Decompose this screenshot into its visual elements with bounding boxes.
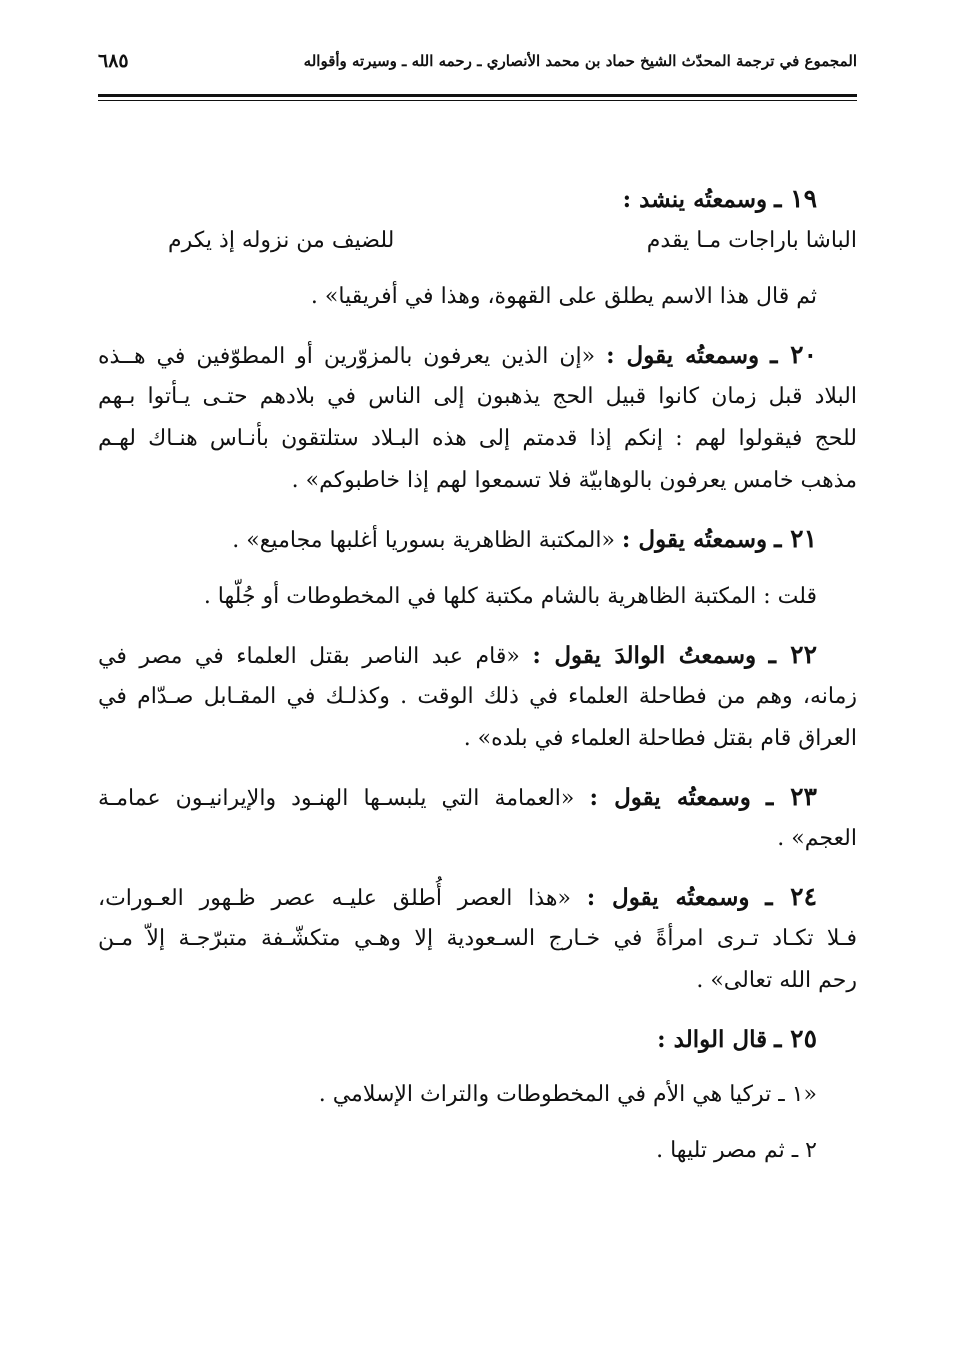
item-25-heading <box>98 1018 857 1060</box>
item-23 <box>98 776 857 860</box>
item-text-line: مذهب خامس يعرفون بالوهابيّة فلا تسمعوا لهم إذا خاطبوكم» . <box>291 468 857 493</box>
item-lead: وسمعتُه يقول : <box>589 784 751 811</box>
running-header <box>98 44 857 78</box>
item-19-heading <box>98 178 857 220</box>
header-title: المجموع في ترجمة المحدّث الشيخ حماد بن محمد الأنصاري ـ رحمه الله ـ وسيرته وأقواله <box>303 52 857 70</box>
item-19 <box>98 178 857 318</box>
item-number: ٢٠ ـ <box>770 340 817 369</box>
item-text: «المكتبة الظاهرية بسوريا أغلبها مجاميع» . <box>232 528 615 553</box>
item-text-line: البلاد قبل زمان كانوا قبيل الحج يذهبون إلى الناس في بلادهم حتـى يـأتوا بـهم <box>98 384 857 409</box>
item-text-line: للحج فيقولوا لهم : إنكم إذا قدمتم إلى هذه البـلاد ستلتقون بأنـاس هنـاك لهـم <box>98 426 857 451</box>
item-lead: وسمعتُه يقول : <box>621 526 768 553</box>
item-text: «هذا العصر أُطلق عليـه عصر ظـهور العـورات، <box>98 886 571 911</box>
item-number: ٢٤ ـ <box>765 882 817 911</box>
page-body <box>98 178 857 1188</box>
item-text: «إن الذين يعرفون بالمزوّرين أو المطوّفين في هــذه <box>98 344 596 369</box>
item-24-line-1 <box>98 876 857 918</box>
item-text-line: زمانه، وهم من فطاحلة العلماء في ذلك الوقت . وكذلـك في المقـابل صـدّام في <box>98 684 857 709</box>
item-22 <box>98 634 857 760</box>
item-number: ٢١ ـ <box>774 524 817 553</box>
item-text: «العمامة التي يلبسـها الهنـود والإيرانيـون عمامـة <box>98 786 575 811</box>
item-number: ١٩ ـ <box>774 184 817 213</box>
item-21-line-1 <box>98 518 857 560</box>
item-24 <box>98 876 857 1002</box>
item-lead: وسمعتُه يقول : <box>586 884 750 911</box>
header-rule-thin <box>98 100 857 101</box>
item-text: «قام عبد الناصر بقتل العلماء في مصر في <box>98 644 520 669</box>
sub-item-1: «١ ـ تركيا هي الأم في المخطوطات والتراث الإسلامي . <box>318 1082 817 1107</box>
item-text-line: رحم الله تعالى» . <box>696 968 857 993</box>
item-23-line-1 <box>98 776 857 818</box>
item-lead: وسمعتُ الوالدَ يقول : <box>532 642 757 669</box>
item-number: ٢٥ ـ <box>774 1024 817 1053</box>
item-text-line: فـلا تكـاد تـرى امرأةً في خـارج السـعودية إلا وهـي متكشّـفة متبرّجـة إلاّ مـن <box>98 926 857 951</box>
item-21 <box>98 518 857 560</box>
item-lead: قال الوالد : <box>657 1026 768 1053</box>
item-22-line-1 <box>98 634 857 676</box>
note-text: قلت : المكتبة الظاهرية بالشام مكتبة كلها في المخطوطات أو جُلّها . <box>203 584 817 609</box>
item-lead: وسمعتُه ينشد : <box>622 186 768 213</box>
author-note <box>98 576 857 618</box>
item-text: ثم قال هذا الاسم يطلق على القهوة، وهذا في أفريقيا» . <box>310 284 817 309</box>
item-lead: وسمعتُه يقول : <box>606 342 760 369</box>
poem-verse <box>98 220 857 262</box>
item-number: ٢٢ ـ <box>768 640 817 669</box>
verse-second-hemistich: للضيف من نزوله إذ يكرم <box>168 228 395 253</box>
page-number: ٦٨٥ <box>98 50 129 72</box>
item-20-line-1 <box>98 334 857 376</box>
item-20 <box>98 334 857 502</box>
verse-first-hemistich: الباشا باراجات مـا يقدم <box>646 228 857 253</box>
item-text-line: العراق قام بقتل فطاحلة العلماء في بلده» . <box>463 726 857 751</box>
item-number: ٢٣ ـ <box>765 782 817 811</box>
item-text-line: العجم» . <box>777 826 857 851</box>
sub-item-2: ٢ ـ ثم مصر تليها . <box>656 1138 817 1163</box>
header-rule-thick <box>98 94 857 97</box>
item-25 <box>98 1018 857 1172</box>
